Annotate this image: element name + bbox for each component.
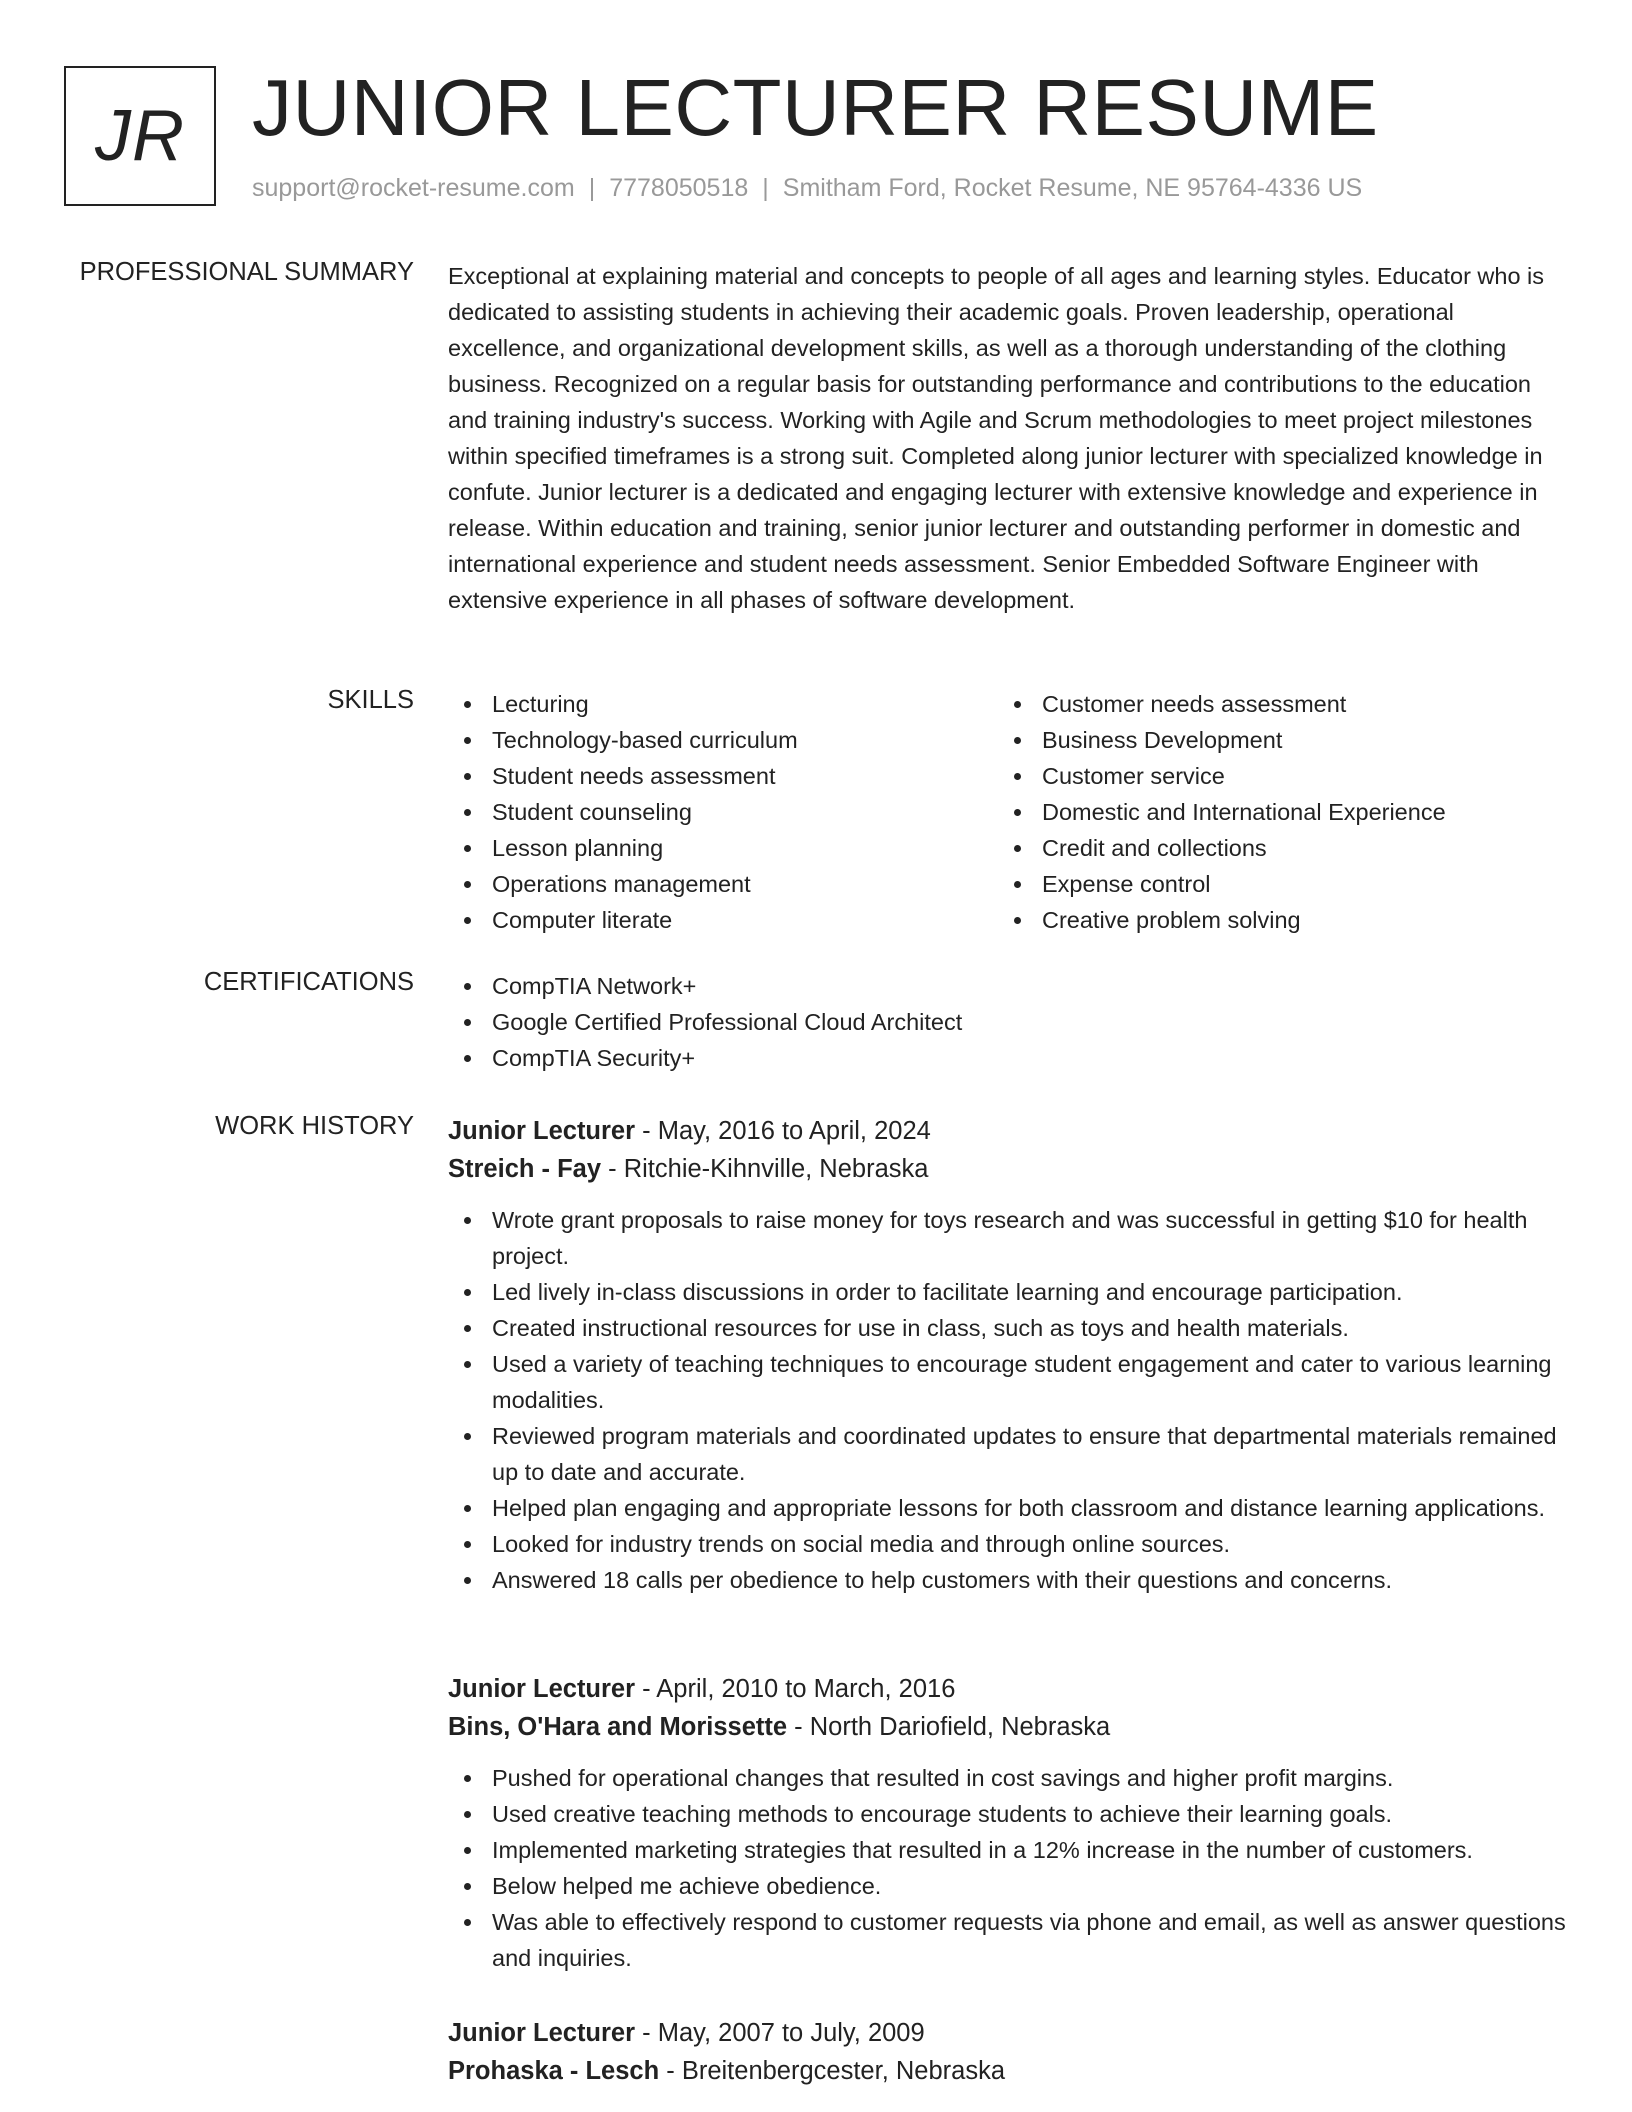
job-duties-list (448, 1760, 1568, 1976)
contact-email: support@rocket-resume.com (252, 174, 575, 202)
summary-text: Exceptional at explaining material and concepts to people of all ages and learning styles. Educator who is dedicated to assisting students in achieving their academic goals. Proven leadership, operational excellence, and organizational development skills, as well as a thorough understanding of the clothing business. Recognized on a regular basis for outstanding performance and contributions to the education and training industry's success. Working with Agile and Scrum methodologies to meet project milestones within specified timeframes is a strong suit. Completed along junior lecturer with specialized knowledge in confute. Junior lecturer is a dedicated and engaging lecturer with extensive knowledge and experience in release. Within education and training, senior junior lecturer and outstanding performer in domestic and international experience and student needs assessment. Senior Embedded Software Engineer with extensive experience in all phases of software development. (448, 263, 1545, 613)
job-duty-item: Looked for industry trends on social media and through online sources. (448, 1526, 1568, 1562)
contact-phone: 7778050518 (609, 174, 749, 202)
job-company: Streich - Fay (448, 1155, 602, 1183)
skill-item: Customer service (998, 758, 1538, 794)
contact-line (252, 174, 1362, 203)
job-duty-item: Used creative teaching methods to encourage students to achieve their learning goals. (448, 1796, 1568, 1832)
skill-item: Student counseling (448, 794, 988, 830)
job-dates: - May, 2016 to April, 2024 (635, 1117, 931, 1145)
contact-separator: | (588, 174, 596, 202)
certifications-list (448, 968, 1568, 1076)
skill-item: Creative problem solving (998, 902, 1538, 938)
job-dates: - May, 2007 to July, 2009 (635, 2019, 925, 2047)
skill-item: Student needs assessment (448, 758, 988, 794)
job-title-line (448, 2014, 1568, 2052)
job-company-line (448, 1150, 1568, 1188)
job-location: - Ritchie-Kihnville, Nebraska (601, 1155, 929, 1183)
skill-item: Technology-based curriculum (448, 722, 988, 758)
contact-address: Smitham Ford, Rocket Resume, NE 95764-4336 US (782, 174, 1363, 202)
job-duty-item: Used a variety of teaching techniques to encourage student engagement and cater to various learning modalities. (448, 1346, 1568, 1418)
job-company-line (448, 1708, 1568, 1746)
skill-item: Expense control (998, 866, 1538, 902)
job-company-line (448, 2052, 1568, 2090)
job-title: Junior Lecturer (448, 1675, 636, 1703)
job-duty-item: Reviewed program materials and coordinated updates to ensure that departmental materials remained up to date and accurate. (448, 1418, 1568, 1490)
certification-item: CompTIA Network+ (448, 968, 1568, 1004)
skills-columns (448, 686, 1568, 946)
job-duty-item: Pushed for operational changes that resulted in cost savings and higher profit margins. (448, 1760, 1568, 1796)
section-label-certifications: CERTIFICATIONS (203, 968, 414, 996)
job-entry (448, 1670, 1568, 1976)
job-duty-item: Created instructional resources for use in class, such as toys and health materials. (448, 1310, 1568, 1346)
job-duty-item: Led lively in-class discussions in order to facilitate learning and encourage participation. (448, 1274, 1568, 1310)
job-location: - Breitenbergcester, Nebraska (659, 2057, 1006, 2085)
skill-item: Lesson planning (448, 830, 988, 866)
job-title: Junior Lecturer (448, 2019, 636, 2047)
section-label-summary: PROFESSIONAL SUMMARY (79, 258, 414, 286)
certification-item: CompTIA Security+ (448, 1040, 1568, 1076)
initials-monogram: JR (64, 66, 216, 206)
job-location: - North Dariofield, Nebraska (787, 1713, 1111, 1741)
contact-separator: | (762, 174, 769, 202)
job-title-line (448, 1112, 1568, 1150)
job-duties-list (448, 1202, 1568, 1598)
job-duty-item: Helped plan engaging and appropriate lessons for both classroom and distance learning applications. (448, 1490, 1568, 1526)
job-entry (448, 2014, 1568, 2090)
job-duty-item: Below helped me achieve obedience. (448, 1868, 1568, 1904)
job-entry (448, 1112, 1568, 1598)
job-company: Bins, O'Hara and Morissette (448, 1713, 788, 1741)
skill-item: Operations management (448, 866, 988, 902)
job-title: Junior Lecturer (448, 1117, 636, 1145)
section-label-work-history: WORK HISTORY (215, 1112, 414, 1140)
job-title-line (448, 1670, 1568, 1708)
job-duty-item: Answered 18 calls per obedience to help customers with their questions and concerns. (448, 1562, 1568, 1598)
skill-item: Computer literate (448, 902, 988, 938)
certification-item: Google Certified Professional Cloud Architect (448, 1004, 1568, 1040)
job-duty-item: Implemented marketing strategies that resulted in a 12% increase in the number of customers. (448, 1832, 1568, 1868)
skill-item: Credit and collections (998, 830, 1538, 866)
job-company: Prohaska - Lesch (448, 2057, 660, 2085)
skill-item: Customer needs assessment (998, 686, 1538, 722)
skills-list-left (448, 686, 988, 938)
resume-header (64, 63, 1568, 210)
section-label-skills: SKILLS (327, 686, 414, 714)
skill-item: Domestic and International Experience (998, 794, 1538, 830)
skill-item: Business Development (998, 722, 1538, 758)
resume-title: JUNIOR LECTURER RESUME (252, 63, 1379, 152)
skill-item: Lecturing (448, 686, 988, 722)
job-duty-item: Wrote grant proposals to raise money for toys research and was successful in getting $10 for health project. (448, 1202, 1568, 1274)
skills-list-right (998, 686, 1538, 938)
job-duty-item: Was able to effectively respond to customer requests via phone and email, as well as answer questions and inquiries. (448, 1904, 1568, 1976)
job-dates: - April, 2010 to March, 2016 (635, 1675, 956, 1703)
